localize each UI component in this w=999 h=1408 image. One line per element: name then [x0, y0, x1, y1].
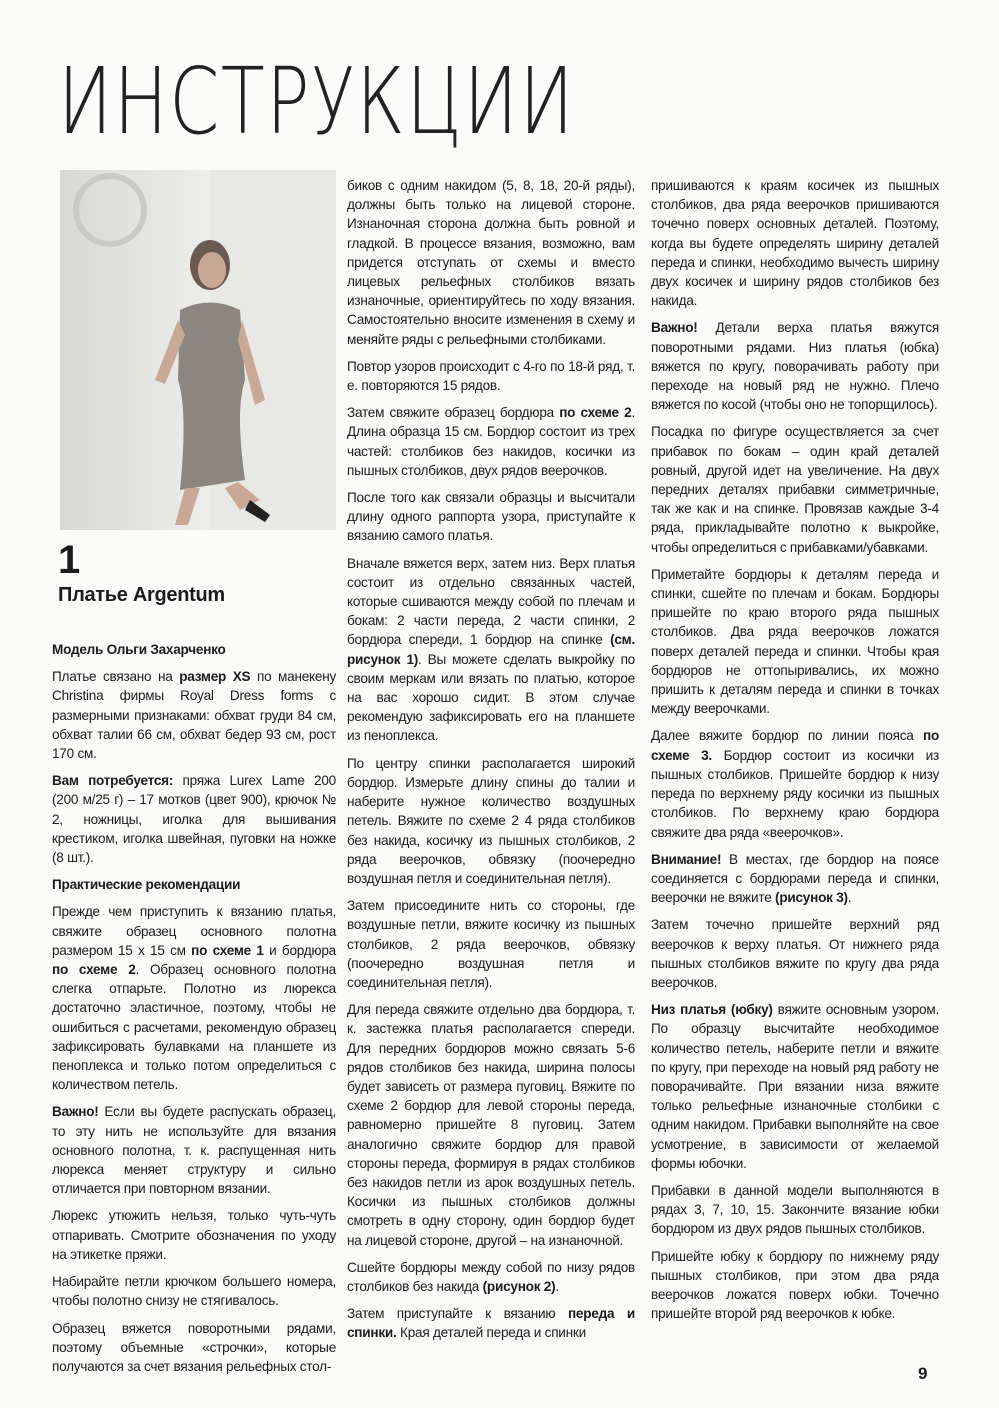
- text-run: .: [555, 1278, 559, 1294]
- bold-text: переда и спинки.: [347, 1306, 635, 1341]
- paragraph: [52, 1319, 336, 1377]
- bold-text: Вам потребуется:: [52, 773, 174, 789]
- text-run: Затем присоедините нить со стороны, где воздушные петли, вяжите косичку из пышных столбиков, 2 ряда веерочков, обвязку (поочередно воздушная петля и соединительная петля).: [347, 898, 635, 990]
- paragraph: [347, 176, 635, 349]
- text-run: и бордюра: [263, 942, 336, 958]
- paragraph: [347, 1304, 635, 1342]
- dress-model-icon: [60, 170, 336, 530]
- bold-text: (рисунок 2): [482, 1278, 556, 1294]
- text-run: . Вы можете сделать выкройку по своим меркам или вязать по платью, которое на вас хорошо сидит. В этом случае рекомендую зафиксировать его на планшете из пеноплекса.: [347, 651, 635, 744]
- paragraph: [651, 176, 939, 310]
- text-run: Если вы будете распускать образец, то эту нить не используйте для вязания основного полотна, т. к. распущенная нить люрекса меняет структуру и сильно отличается при повторном вязании.: [52, 1104, 336, 1197]
- paragraph: [52, 1206, 336, 1264]
- text-run: вяжите основным узором. По образцу высчитайте необходимое количество петель, наберите петли и вяжите по кругу, при переходе на новый ряд работу не поворачивайте. При вязании низа вяжите только рельефные изнаночные столбики с одним накидом. Прибавки выполняйте на свое усмотрение, в зависимости от желаемой формы юбочки.: [651, 1002, 939, 1171]
- section-heading: [52, 640, 336, 659]
- paragraph: [52, 771, 336, 867]
- text-run: Посадка по фигуре осуществляется за счет прибавок по бокам – один край деталей ровный, другой идет на увеличение. На двух передних деталях прибавки симметричные, так же как и на спинке. Провязав каждые 3-4 ряда, прикладывайте полотно к выкройке, чтобы определиться с прибавками/убавками.: [651, 424, 939, 555]
- paragraph: [651, 318, 939, 414]
- paragraph: [651, 1181, 939, 1239]
- paragraph: [52, 902, 336, 1094]
- bold-text: по схеме 2: [52, 962, 136, 978]
- column-3: [651, 176, 939, 1331]
- page-number: 9: [918, 1364, 928, 1383]
- text-run: биков с одним накидом (5, 8, 18, 20-й ряды), должны быть только на лицевой стороне. Изнаночная сторона должна быть ровной и гладкой. В процессе вязания, возможно, вам придется отступать от схемы и вместо лицевых рельефных столбиков вязать изнаночные, ориентируйтесь по ходу вязания. Самостоятельно вносите изменения в схему и меняйте ряды с рельефными столбиками.: [347, 178, 635, 347]
- text-run: Края деталей переда и спинки: [396, 1325, 586, 1341]
- text-run: .: [847, 890, 852, 906]
- text-run: . Длина образца 15 см. Бордюр состоит из трех частей: столбиков без накидов, косички из пышных столбиков, двух рядов веерочков.: [347, 405, 635, 478]
- bold-text: по схеме 1: [191, 942, 264, 958]
- paragraph: [347, 754, 635, 888]
- text-run: Платье связано на: [52, 669, 180, 685]
- text-run: Пришейте юбку к бордюру по нижнему ряду пышных столбиков, при этом два ряда веерочков ложатся поверх юбки. Точечно пришейте второй ряд веерочков к юбке.: [651, 1248, 939, 1322]
- bold-text: Важно!: [52, 1104, 99, 1120]
- text-run: Затем точечно пришейте верхний ряд веерочков к верху платья. От нижнего ряда пышных столбиков вяжите по кругу два ряда веерочков.: [651, 917, 939, 990]
- paragraph: [651, 850, 939, 908]
- paragraph: [347, 554, 635, 746]
- paragraph: [347, 1000, 635, 1250]
- article-number: 1: [58, 538, 81, 582]
- column-2: [347, 176, 635, 1351]
- paragraph: [52, 667, 336, 763]
- paragraph: [52, 1102, 336, 1198]
- text-run: пряжа Lurex Lame 200 (200 м/25 г) – 17 мотков (цвет 900), крючок № 2, ножницы, иголка для вышивания крестиком, иголка швейная, пуговки на ножке (8 шт.).: [52, 773, 336, 866]
- paragraph: [52, 1272, 336, 1310]
- article-title: Платье Argentum: [58, 584, 225, 606]
- text-run: пришиваются к краям косичек из пышных столбиков, два ряда веерочков пришиваются точечно поверх основных деталей. Поэтому, когда вы будете определять ширину деталей переда и спинки, необходимо вычесть ширину двух косичек и ширину рядов столбиков без накида.: [651, 178, 939, 309]
- model-photo: [60, 170, 336, 530]
- text-run: Для переда свяжите отдельно два бордюра, т. к. застежка платья располагается спереди. Для передних бордюров можно связать 5-6 рядов столбиков без накида, ширина полосы будет зависеть от размера пуговиц. Вяжите по схеме 2 бордюр для левой стороны переда, равномерно пришейте 8 пуговиц. Затем аналогично свяжите бордюр для правой стороны переда, формируя в рядах столбиков без накидов петли из арок воздушных петель. Косички из пышных столбиков должны смотреть в одну сторону, один бордюр будет на лицевой стороне, другой – на изнаночной.: [347, 1002, 635, 1248]
- text-run: Практические рекомендации: [52, 877, 241, 893]
- paragraph: [347, 488, 635, 546]
- bold-text: Внимание!: [651, 851, 722, 867]
- paragraph: [651, 726, 939, 841]
- text-run: Набирайте петли крючком большего номера, чтобы полотно снизу не стягивалось.: [52, 1274, 336, 1309]
- column-1: [52, 640, 336, 1384]
- text-run: Вначале вяжется верх, затем низ. Верх платья состоит из отдельно связанных частей, которые сшиваются между собой по плечам и бокам: 2 части переда, 2 части спинки, 2 бордюра спереди, 1 бордюр на спинке: [347, 555, 635, 648]
- bold-text: по схеме 2: [559, 405, 632, 421]
- text-run: Затем свяжите образец бордюра: [347, 405, 560, 421]
- text-run: по манекену Christina фирмы Royal Dress forms с размерными признаками: обхват груди 84 см, обхват талии 66 см, обхват бедер 93 см, рост 170 см.: [52, 669, 336, 762]
- text-run: По центру спинки располагается широкий бордюр. Измерьте длину спины до талии и наберите нужное количество воздушных петель. Вяжите по схеме 2 4 ряда столбиков без накида, косичку из пышных столбиков, 2 ряда веерочков, обвязку (поочередно воздушная петля и соединительная петля).: [347, 755, 635, 886]
- paragraph: [347, 357, 635, 395]
- text-run: Далее вяжите бордюр по линии пояса: [651, 728, 923, 744]
- paragraph: [651, 565, 939, 719]
- bold-text: Низ платья (юбку): [651, 1002, 773, 1018]
- text-run: Модель Ольги Захарченко: [52, 642, 226, 657]
- text-run: Люрекс утюжить нельзя, только чуть-чуть отпаривать. Смотрите обозначения по уходу на этикетке пряжи.: [52, 1208, 336, 1262]
- text-run: Затем приступайте к вязанию: [347, 1306, 568, 1322]
- paragraph: [651, 422, 939, 556]
- text-run: Повтор узоров происходит с 4-го по 18-й ряд, т. е. повторяются 15 рядов.: [347, 358, 635, 394]
- page-title: ИНСТРУКЦИИ: [58, 48, 576, 155]
- text-run: Приметайте бордюры к деталям переда и спинки, сшейте по плечам и бокам. Бордюры пришейте по краю второго ряда пышных столбиков. Два ряда веерочков ложатся поверх деталей переда и спинки. Чтобы края бордюров не оттопыривались, их можно пришить к деталям переда и спинки в точках между веерочками.: [651, 566, 939, 717]
- bold-text: (рисунок 3): [775, 890, 848, 906]
- text-run: После того как связали образцы и высчитали длину одного раппорта узора, приступайте к вязанию самого платья.: [347, 490, 635, 544]
- text-run: Бордюр состоит из косички из пышных столбиков. Пришейте бордюр к низу переда по верхнему ряду косички из пышных столбиков. По верхнему краю бордюра свяжите два ряда «веерочков».: [651, 747, 939, 840]
- text-run: . Образец основного полотна слегка отпарьте. Полотно из люрекса достаточно эластичное, поэтому, чтобы не ошибиться с расчетами, рекомендую образец зафиксировать булавками на планшете из пеноплекса и только потом определиться с количеством петель.: [52, 962, 336, 1093]
- bold-text: (см. рисунок 1): [347, 632, 635, 667]
- paragraph: [651, 1000, 939, 1173]
- text-run: Прибавки в данной модели выполняются в рядах 3, 7, 10, 15. Закончите вязание юбки бордюром из двух рядов пышных столбиков.: [651, 1182, 939, 1237]
- bold-text: размер XS: [179, 669, 251, 685]
- paragraph: [347, 896, 635, 992]
- bold-text: Важно!: [651, 320, 698, 336]
- paragraph: [651, 915, 939, 992]
- paragraph: [347, 403, 635, 480]
- text-run: Детали верха платья вяжутся поворотными рядами. Низ платья (юбка) вяжется по кругу, поворачивать работу при переходе на новый ряд не нужно. Плечо вяжется по косой (чтобы оно не топорщилось).: [651, 320, 939, 413]
- text-run: Прежде чем приступить к вязанию платья, свяжите образец основного полотна размером 15 х 15 см: [52, 904, 336, 958]
- text-run: Сшейте бордюры между собой по низу рядов столбиков без накида: [347, 1259, 635, 1294]
- section-heading: [52, 875, 336, 894]
- paragraph: [651, 1247, 939, 1324]
- text-run: В местах, где бордюр на поясе соединяется с бордюрами переда и спинки, веерочки не вяжите: [651, 851, 939, 906]
- text-run: Образец вяжется поворотными рядами, поэтому объемные «строчки», которые получаются за счет вязания рельефных стол-: [52, 1320, 336, 1374]
- paragraph: [347, 1258, 635, 1296]
- bold-text: по схеме 3.: [651, 728, 939, 763]
